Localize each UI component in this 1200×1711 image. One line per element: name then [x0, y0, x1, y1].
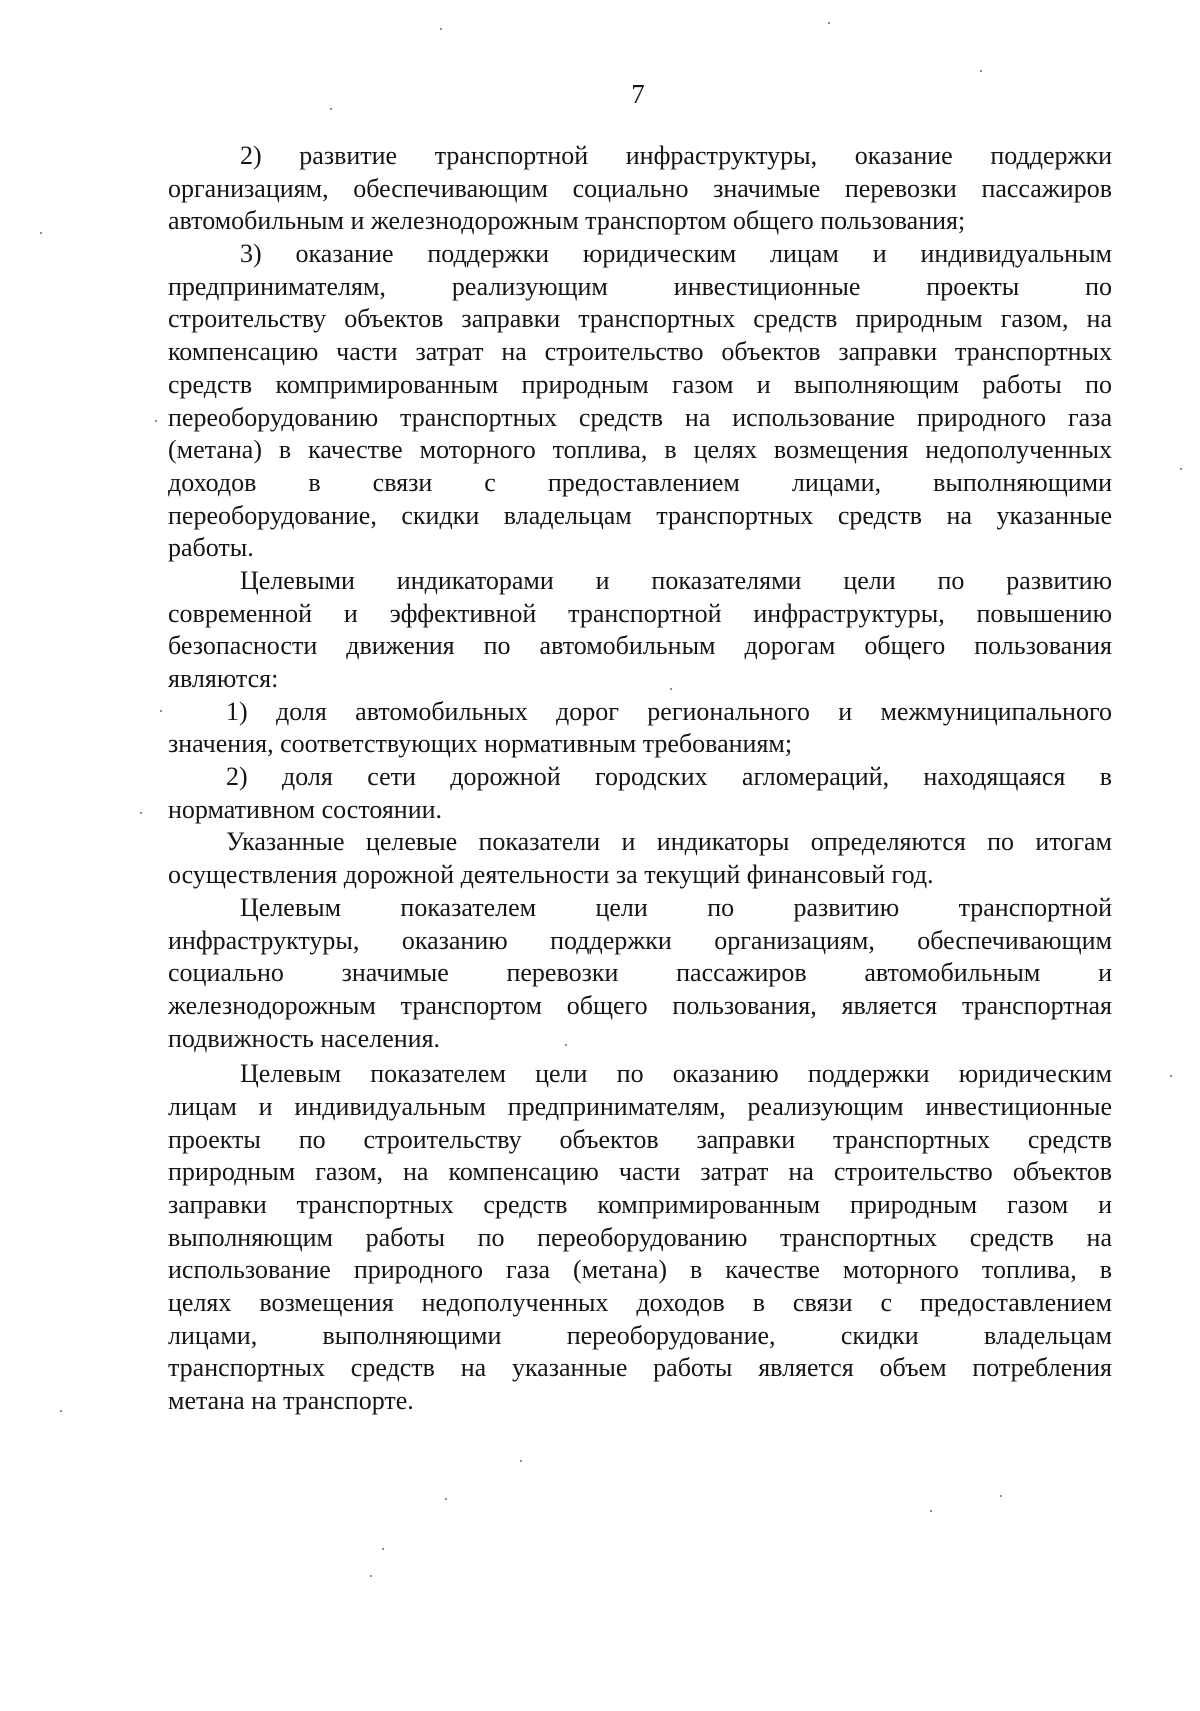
text-line: переоборудованию транспортных средств на использование природного газа — [168, 402, 1112, 432]
text-line: значения, соответствующих нормативным требованиям; — [168, 729, 793, 759]
text-line: осуществления дорожной деятельности за текущий финансовый год. — [168, 860, 934, 890]
scan-speck — [1000, 1495, 1002, 1497]
scan-speck — [565, 1044, 567, 1046]
text-line: средств компримированным природным газом и выполняющим работы по — [168, 369, 1112, 399]
text-line: предпринимателям, реализующим инвестиционные проекты по — [168, 271, 1112, 301]
paragraph-transport-mobility — [168, 892, 1112, 1055]
text-line: (метана) в качестве моторного топлива, в целях возмещения недополученных — [168, 435, 1112, 465]
scan-speck — [930, 1510, 932, 1512]
scan-speck — [155, 420, 157, 422]
text-line: лицам и индивидуальным предпринимателям, реализующим инвестиционные — [168, 1091, 1112, 1121]
scan-speck — [370, 1575, 372, 1577]
text-line: современной и эффективной транспортной инфраструктуры, повышению — [168, 598, 1112, 628]
text-line: проекты по строительству объектов заправки транспортных средств — [168, 1124, 1112, 1154]
text-line: лицами, выполняющими переоборудование, скидки владельцам — [168, 1320, 1112, 1350]
text-line: компенсацию части затрат на строительство объектов заправки транспортных — [168, 337, 1112, 367]
paragraph-indicators-determination — [168, 826, 1112, 891]
text-line: метана на транспорте. — [168, 1386, 414, 1416]
text-line: подвижность населения. — [168, 1023, 441, 1053]
scan-speck — [445, 1498, 447, 1500]
text-line: природным газом, на компенсацию части затрат на строительство объектов — [168, 1157, 1112, 1187]
text-line: автомобильным и железнодорожным транспортом общего пользования; — [168, 206, 966, 236]
paragraph-item-2-transport-infrastructure — [168, 140, 1112, 238]
scan-speck — [670, 688, 672, 690]
scan-speck — [1180, 468, 1182, 470]
scan-speck — [382, 1548, 384, 1550]
scan-speck — [440, 28, 442, 30]
scan-speck — [40, 232, 42, 234]
scan-speck — [828, 22, 830, 24]
text-line: 2) развитие транспортной инфраструктуры, оказание поддержки — [240, 141, 1112, 170]
text-line: 2) доля сети дорожной городских агломераций, находящаяся в — [226, 762, 1112, 792]
text-line: целях возмещения недополученных доходов в связи с предоставлением — [168, 1288, 1112, 1318]
paragraph-target-indicators-roads — [168, 565, 1112, 696]
text-line: нормативном состоянии. — [168, 794, 443, 824]
scan-speck — [520, 1460, 522, 1462]
text-line: 1) доля автомобильных дорог регионального и межмуниципального — [226, 696, 1112, 726]
text-line: работы. — [168, 533, 254, 563]
paragraph-indicator-1 — [168, 696, 1112, 761]
text-line: транспортных средств на указанные работы является объем потребления — [168, 1353, 1112, 1383]
text-line: Указанные целевые показатели и индикаторы определяются по итогам — [226, 827, 1112, 857]
text-line: 3) оказание поддержки юридическим лицам и индивидуальным — [240, 239, 1112, 269]
paragraph-indicator-2 — [168, 761, 1112, 826]
text-line: доходов в связи с предоставлением лицами, выполняющими — [168, 467, 1112, 497]
text-line: социально значимые перевозки пассажиров автомобильным и — [168, 958, 1112, 988]
page-number: 7 — [631, 79, 645, 109]
text-line: Целевым показателем цели по оказанию поддержки юридическим — [240, 1059, 1112, 1089]
scan-speck — [140, 812, 142, 814]
text-line: выполняющим работы по переоборудованию транспортных средств на — [168, 1222, 1112, 1252]
text-line: использование природного газа (метана) в качестве моторного топлива, в — [168, 1255, 1112, 1285]
text-line: Целевыми индикаторами и показателями цели по развитию — [240, 565, 1112, 595]
text-line: инфраструктуры, оказанию поддержки организациям, обеспечивающим — [168, 925, 1112, 955]
text-line: строительству объектов заправки транспортных средств природным газом, на — [168, 304, 1112, 334]
paragraph-item-3-support-legal-entities — [168, 238, 1112, 565]
document-body — [168, 140, 1112, 1418]
text-line: переоборудование, скидки владельцам транспортных средств на указанные — [168, 500, 1112, 530]
scan-speck — [160, 710, 162, 712]
text-line: железнодорожным транспортом общего пользования, является транспортная — [168, 990, 1112, 1020]
scan-speck — [980, 70, 982, 72]
paragraph-methane-consumption — [168, 1058, 1112, 1418]
text-line: являются: — [168, 664, 279, 693]
scan-speck — [1170, 1075, 1172, 1077]
text-line: организациям, обеспечивающим социально значимые перевозки пассажиров — [168, 173, 1112, 203]
scan-speck — [330, 108, 332, 110]
scan-speck — [60, 1410, 62, 1412]
text-line: Целевым показателем цели по развитию транспортной — [240, 892, 1112, 922]
text-line: заправки транспортных средств компримированным природным газом и — [168, 1190, 1112, 1219]
text-line: безопасности движения по автомобильным дорогам общего пользования — [168, 631, 1112, 661]
